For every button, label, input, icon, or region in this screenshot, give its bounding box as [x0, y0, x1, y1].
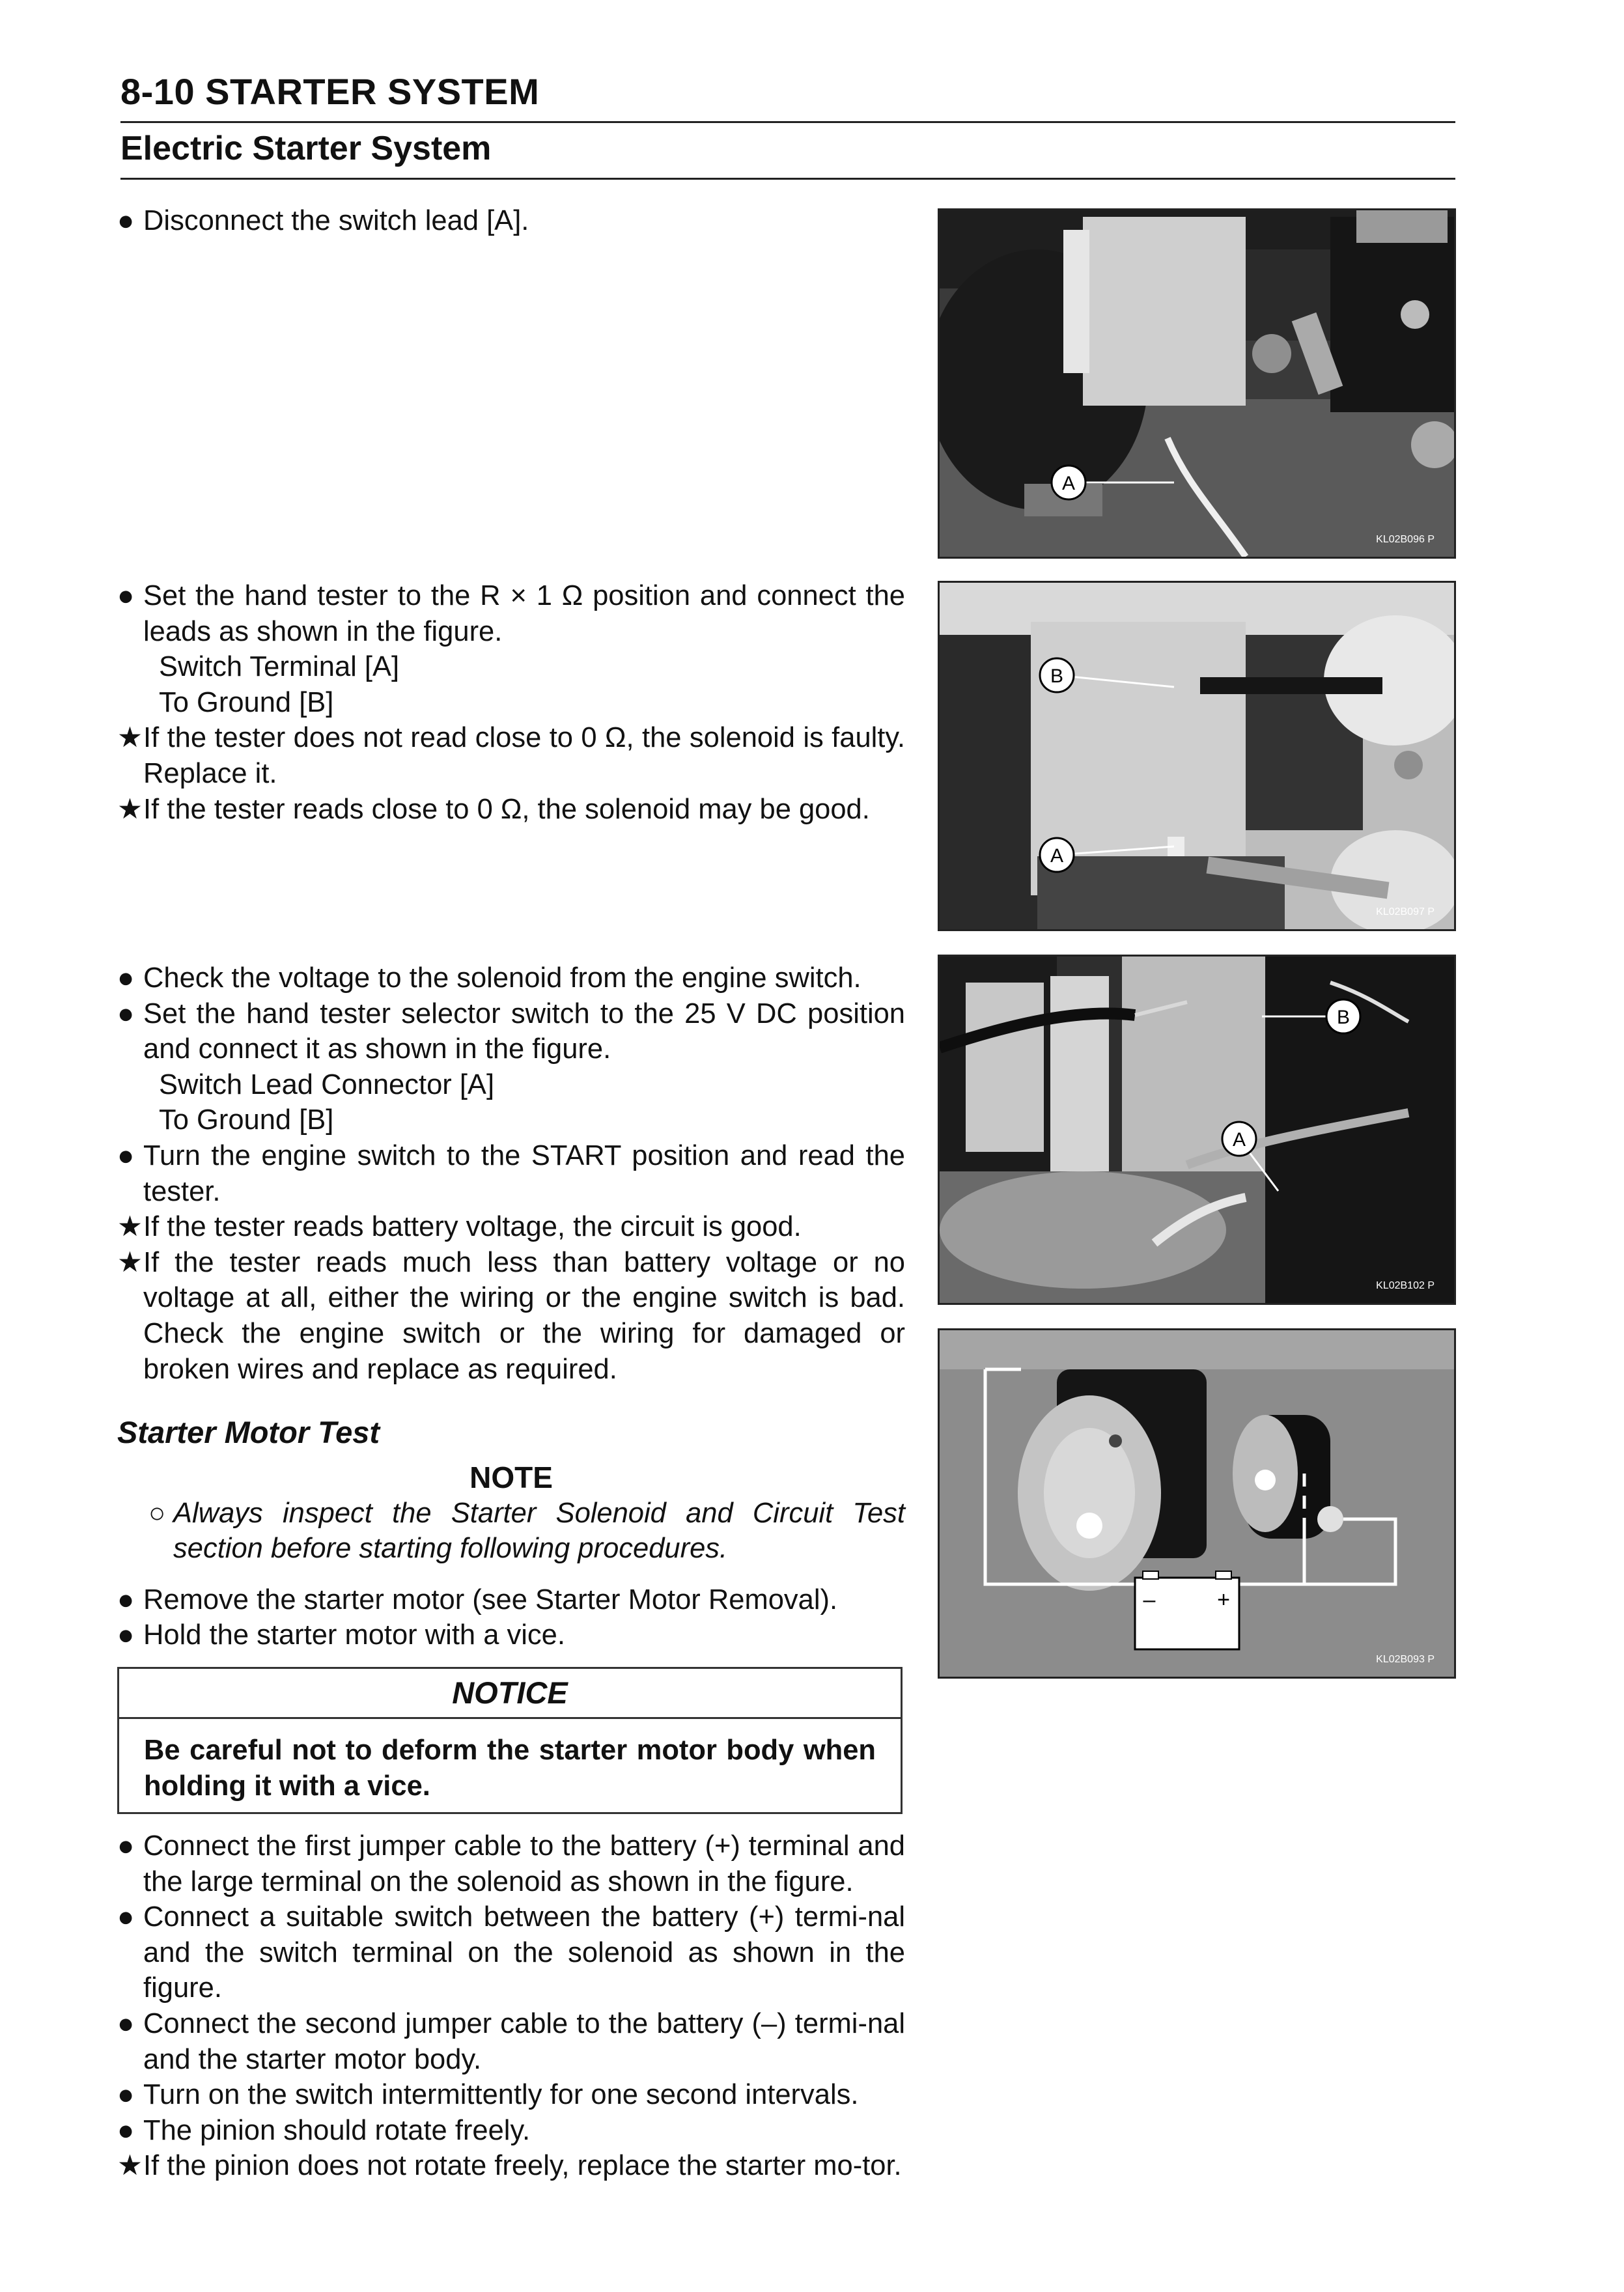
star-mark: ★ — [117, 2150, 143, 2182]
bullet-mark: ● — [117, 962, 135, 994]
star-mark: ★ — [117, 1246, 143, 1278]
list-item: ● Turn on the switch intermittently for one second intervals. — [117, 2077, 905, 2113]
bullet-mark: ● — [117, 1139, 135, 1171]
bullet-mark: ● — [117, 1584, 135, 1615]
photo-voltage-connection — [940, 957, 1454, 1303]
figure-code: KL02B093 P — [1376, 1654, 1435, 1665]
list-item: ● Set the hand tester to the R × 1 Ω position and connect the leads as shown in the figure. — [117, 578, 905, 649]
section-subtitle: Electric Starter System — [120, 130, 492, 167]
connection-terminal-a: Switch Terminal [A] — [159, 651, 400, 683]
photo-starter-motor-battery — [940, 1330, 1454, 1677]
battery-negative-label: – — [1143, 1587, 1156, 1612]
section-heading: Starter Motor Test — [117, 1415, 380, 1449]
section-motor-steps — [117, 1828, 905, 2184]
circle-mark: ○ — [148, 1497, 166, 1529]
list-item: ● Connect the first jumper cable to the battery (+) terminal and the large terminal on the solenoid as shown in the figure. — [117, 1828, 905, 1899]
callout-a: A — [1061, 473, 1076, 494]
note-title: NOTE — [469, 1460, 553, 1494]
list-item: ★ If the tester does not read close to 0 Ω, the solenoid is faulty. Replace it. — [117, 720, 905, 791]
bullet-mark: ● — [117, 205, 135, 236]
list-item: ★ If the tester reads battery voltage, the circuit is good. — [117, 1209, 905, 1245]
figure-switch-lead — [938, 208, 1456, 559]
figure-motor-test-wiring — [938, 1328, 1456, 1679]
callout-b: B — [1050, 665, 1064, 687]
header-rule — [120, 121, 1455, 123]
figure-code: KL02B097 P — [1376, 906, 1435, 917]
connection-ground-b: To Ground [B] — [159, 686, 334, 718]
list-item: ★ If the tester reads much less than battery voltage or no voltage at all, either the wiring or the engine switch is bad. Check the engine switch or the wiring for damaged or broken wires and replace as required. — [117, 1245, 905, 1387]
list-item: ● The pinion should rotate freely. — [117, 2113, 905, 2149]
figure-resistance-test — [938, 581, 1456, 931]
photo-solenoid-lead — [940, 210, 1454, 557]
bullet-mark: ● — [117, 2114, 135, 2146]
section-disconnect — [117, 203, 905, 239]
list-item: ● Turn the engine switch to the START position and read the tester. — [117, 1138, 905, 1209]
list-item: ★ If the pinion does not rotate freely, replace the starter mo-tor. — [117, 2148, 905, 2184]
list-item: ● Connect the second jumper cable to the battery (–) termi-nal and the starter motor body. — [117, 2006, 905, 2077]
connection-lead-connector-a: Switch Lead Connector [A] — [159, 1069, 495, 1100]
section-tester-resistance — [117, 578, 905, 827]
bullet-mark: ● — [117, 1619, 135, 1651]
callout-b: B — [1336, 1007, 1351, 1028]
figure-code: KL02B102 P — [1376, 1280, 1435, 1291]
bullet-mark: ● — [117, 2007, 135, 2039]
bullet-mark: ● — [117, 1830, 135, 1862]
figure-code: KL02B096 P — [1376, 534, 1435, 545]
battery-positive-label: + — [1217, 1587, 1230, 1612]
bullet-mark: ● — [117, 580, 135, 611]
page-title: 8-10 STARTER SYSTEM — [120, 71, 540, 112]
list-item: ★ If the tester reads close to 0 Ω, the solenoid may be good. — [117, 792, 905, 828]
bullet-mark: ● — [117, 2079, 135, 2111]
notice-box — [117, 1667, 903, 1814]
notice-text: Be careful not to deform the starter motor body when holding it with a vice. — [144, 1735, 876, 1802]
list-item: ● Connect a suitable switch between the battery (+) termi-nal and the switch terminal on the solenoid as shown in the figure. — [117, 1899, 905, 2006]
note-text: ○ Always inspect the Starter Solenoid and Circuit Test section before starting following procedures. — [148, 1496, 905, 1567]
list-item: ● Remove the starter motor (see Starter Motor Removal). — [117, 1582, 905, 1618]
connection-ground-b: To Ground [B] — [159, 1104, 334, 1136]
list-item: ● Disconnect the switch lead [A]. — [117, 203, 905, 239]
figure-voltage-test — [938, 955, 1456, 1305]
callout-a: A — [1232, 1129, 1246, 1151]
list-item: ● Hold the starter motor with a vice. — [117, 1617, 905, 1653]
bullet-mark: ● — [117, 1901, 135, 1933]
section-voltage-check — [117, 960, 905, 1387]
star-mark: ★ — [117, 722, 143, 754]
photo-tester-leads — [940, 583, 1454, 929]
notice-title: NOTICE — [119, 1669, 901, 1719]
subtitle-rule — [120, 178, 1455, 180]
list-item: ● Set the hand tester selector switch to the 25 V DC position and connect it as shown in the figure. — [117, 996, 905, 1067]
section-motor-test — [117, 1414, 905, 1653]
callout-a: A — [1050, 845, 1064, 867]
bullet-mark: ● — [117, 998, 135, 1029]
list-item: ● Check the voltage to the solenoid from the engine switch. — [117, 960, 905, 996]
star-mark: ★ — [117, 793, 143, 825]
star-mark: ★ — [117, 1211, 143, 1243]
